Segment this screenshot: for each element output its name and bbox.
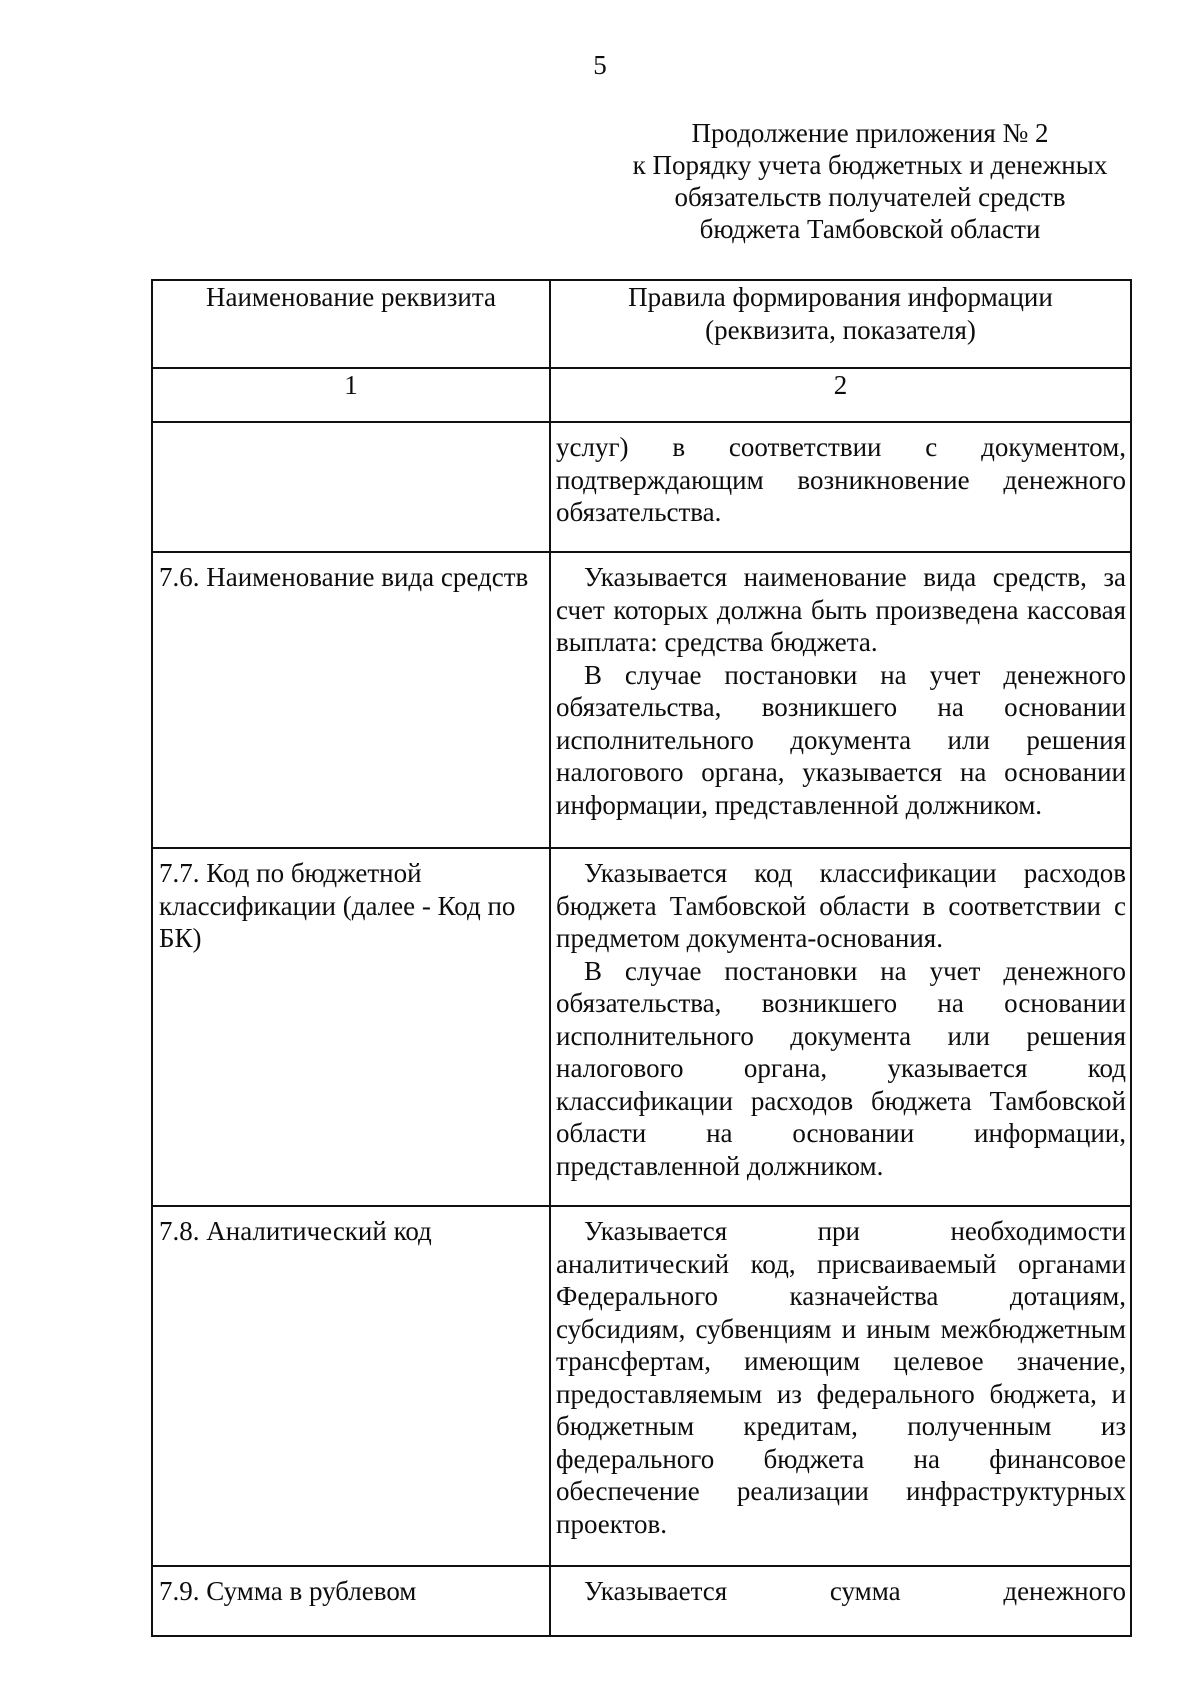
column-header-text: (реквизита, показателя)	[705, 314, 976, 345]
rule-cell	[550, 848, 1131, 1206]
rule-paragraph: Указывается при необходимости аналитический код, присваиваемый органами Федерального казначейства дотациям, субсидиям, субвенциям и иным межбюджетным трансфертам, имеющим целевое значение, предоставляемым из федерального бюджета, и бюджетным кредитам, полученным из федерального бюджета на финансовое обеспечение реализации инфраструктурных проектов.	[556, 1216, 1126, 1539]
table-row	[152, 552, 1131, 848]
column-header-text: Наименование реквизита	[206, 282, 496, 312]
rule-cell	[550, 552, 1131, 848]
appendix-header	[590, 117, 1150, 245]
table-row	[152, 1206, 1131, 1566]
column-number-2: 2	[550, 368, 1131, 422]
rule-paragraph: В случае постановки на учет денежного обязательства, возникшего на основании исполнительного документа или решения налогового органа, указывается на основании информации, представленной должником.	[556, 659, 1126, 820]
page-number: 5	[593, 50, 607, 80]
requisite-name-cell	[152, 422, 550, 552]
appendix-header-line: к Порядку учета бюджетных и денежных	[632, 150, 1108, 180]
requisite-name-cell: 7.6. Наименование вида средств	[152, 552, 550, 848]
rule-paragraph: В случае постановки на учет денежного обязательства, возникшего на основании исполнительного документа или решения налогового органа, указывается код классификации расходов бюджета Тамбовской области на основании информации, представленной должником.	[556, 955, 1126, 1181]
column-number-1: 1	[152, 368, 550, 422]
appendix-header-line: обязательств получателей средств	[674, 182, 1066, 212]
rule-paragraph: Указывается код классификации расходов бюджета Тамбовской области в соответствии с предметом документа-основания.	[556, 858, 1126, 953]
column-number-row	[152, 368, 1131, 422]
rule-cell	[550, 1566, 1131, 1636]
requisite-name-cell: 7.9. Сумма в рублевом	[152, 1566, 550, 1636]
requisite-name-cell: 7.7. Код по бюджетной классификации (далее - Код по БК)	[152, 848, 550, 1206]
table-row	[152, 1566, 1131, 1636]
requisites-table	[151, 279, 1132, 1637]
appendix-header-line: бюджета Тамбовской области	[699, 214, 1041, 244]
column-header-text: Правила формирования информации	[628, 282, 1053, 312]
column-header-requisite-name	[152, 280, 550, 368]
table-header-row	[152, 280, 1131, 368]
requisite-name-cell: 7.8. Аналитический код	[152, 1206, 550, 1566]
rule-paragraph: Указывается наименование вида средств, за счет которых должна быть произведена кассовая выплата: средства бюджета.	[556, 562, 1126, 657]
appendix-header-line: Продолжение приложения № 2	[691, 118, 1049, 148]
rule-paragraph: услуг) в соответствии с документом, подтверждающим возникновение денежного обязательства.	[556, 432, 1126, 527]
table-row	[152, 848, 1131, 1206]
table-row	[152, 422, 1131, 552]
rule-cell	[550, 1206, 1131, 1566]
column-header-formation-rules	[550, 280, 1131, 368]
rule-cell	[550, 422, 1131, 552]
rule-paragraph: Указывается сумма денежного	[584, 1576, 1126, 1606]
